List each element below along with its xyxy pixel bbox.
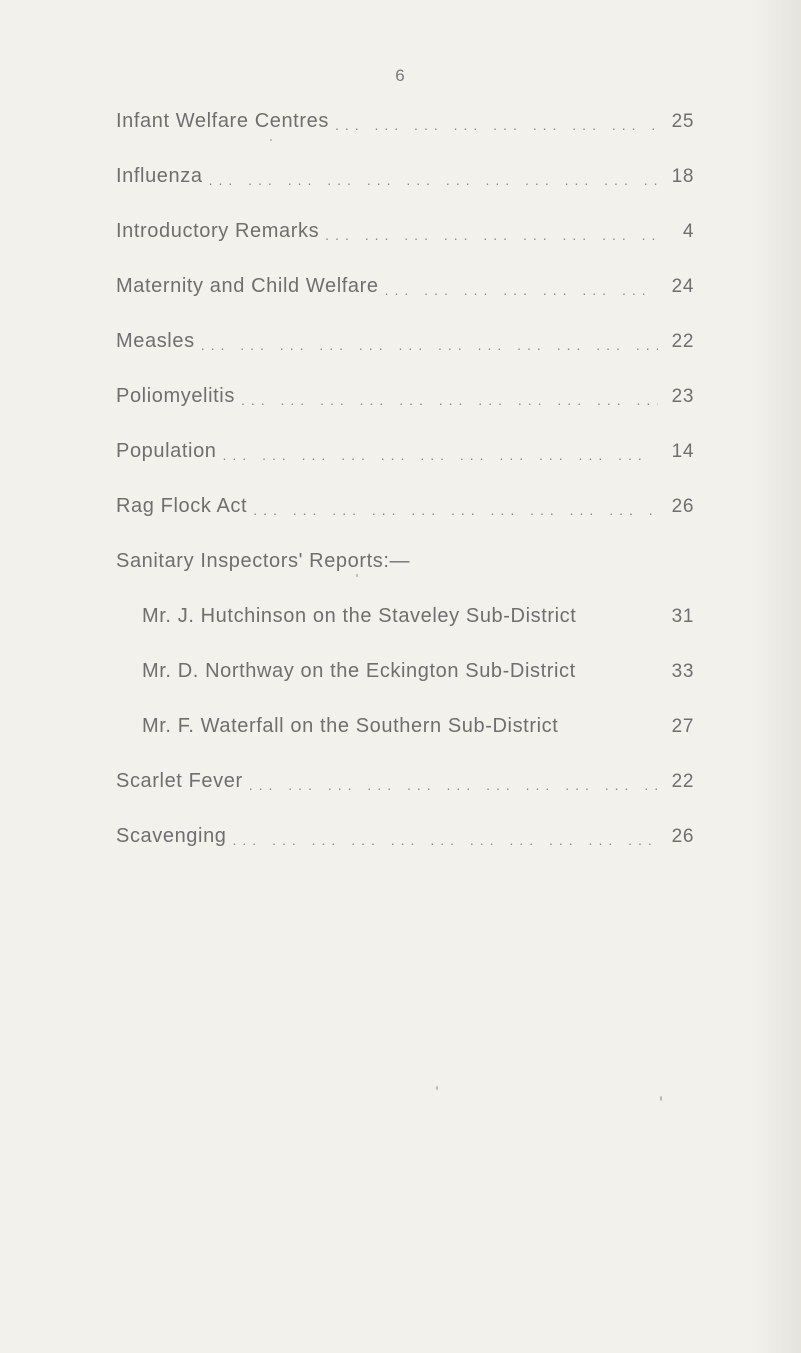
entry-page-number: 26 xyxy=(671,825,694,847)
dot-leader xyxy=(253,494,658,520)
dot-leader xyxy=(335,109,658,135)
index-entry-influenza xyxy=(116,149,694,204)
entry-page-number: 33 xyxy=(671,660,694,682)
entry-label: Population xyxy=(116,440,217,462)
entry-label: Infant Welfare Centres xyxy=(116,110,329,132)
entry-label: Influenza xyxy=(116,165,203,187)
index-entry-infant-welfare-centres xyxy=(116,94,694,149)
index-subentry-hutchinson xyxy=(116,589,694,644)
paper-speck xyxy=(660,1096,662,1101)
page-number: 6 xyxy=(395,66,406,85)
dot-leader xyxy=(241,384,658,410)
dot-leader xyxy=(201,329,658,355)
index-subentry-northway xyxy=(116,644,694,699)
paper-speck xyxy=(356,574,358,577)
index-heading-sanitary-inspectors xyxy=(116,534,694,589)
dot-leader xyxy=(385,274,658,300)
paper-speck xyxy=(270,139,272,141)
index-subentry-waterfall xyxy=(116,699,694,754)
entry-label: Scarlet Fever xyxy=(116,770,243,792)
index-entry-population xyxy=(116,424,694,479)
entry-heading-label: Sanitary Inspectors' Reports:— xyxy=(116,550,411,572)
entry-page-number: 24 xyxy=(671,275,694,297)
entry-label: Introductory Remarks xyxy=(116,220,320,242)
index-entry-rag-flock-act xyxy=(116,479,694,534)
entry-label: Measles xyxy=(116,330,195,352)
entry-page-number: 4 xyxy=(682,220,694,242)
entry-page-number: 27 xyxy=(671,715,694,737)
entry-page-number: 22 xyxy=(671,330,694,352)
subentry-label: Mr. F. Waterfall on the Southern Sub-District xyxy=(142,715,559,737)
subentry-label: Mr. J. Hutchinson on the Staveley Sub-District xyxy=(142,605,577,627)
entry-label: Maternity and Child Welfare xyxy=(116,275,379,297)
entry-label: Poliomyelitis xyxy=(116,385,235,407)
index-entry-maternity-and-child-welfare xyxy=(116,259,694,314)
index-list xyxy=(116,94,694,864)
dot-leader xyxy=(223,439,658,465)
index-entry-poliomyelitis xyxy=(116,369,694,424)
entry-page-number: 23 xyxy=(671,385,694,407)
dot-leader xyxy=(233,824,658,850)
dot-leader xyxy=(249,769,658,795)
paper-speck xyxy=(436,1086,438,1090)
entry-label: Rag Flock Act xyxy=(116,495,248,517)
index-entry-introductory-remarks xyxy=(116,204,694,259)
entry-label: Scavenging xyxy=(116,825,227,847)
entry-page-number: 26 xyxy=(671,495,694,517)
subentry-label: Mr. D. Northway on the Eckington Sub-District xyxy=(142,660,576,682)
dot-leader xyxy=(325,219,658,245)
entry-page-number: 31 xyxy=(671,605,694,627)
dot-leader xyxy=(209,164,658,190)
index-entry-scavenging xyxy=(116,809,694,864)
index-entry-measles xyxy=(116,314,694,369)
entry-page-number: 14 xyxy=(671,440,694,462)
index-entry-scarlet-fever xyxy=(116,754,694,809)
entry-page-number: 18 xyxy=(671,165,694,187)
entry-page-number: 25 xyxy=(671,110,694,132)
entry-page-number: 22 xyxy=(671,770,694,792)
